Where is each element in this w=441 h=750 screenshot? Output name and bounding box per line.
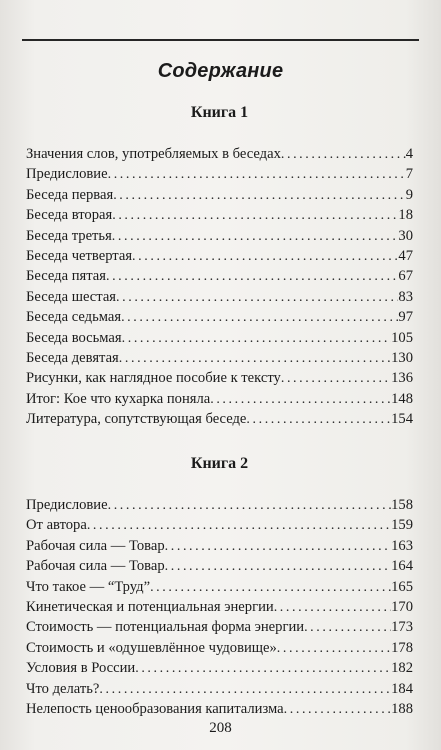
toc-entry-title: Стоимость и «одушевлённое чудовище» xyxy=(26,639,277,656)
toc-entry xyxy=(26,226,413,246)
toc-entry-title: Беседа вторая xyxy=(26,207,113,224)
toc-entry xyxy=(26,699,413,719)
book-2-entries xyxy=(26,495,413,719)
toc-entry xyxy=(26,515,413,535)
dot-leader xyxy=(116,288,398,307)
toc-entry-page: 18 xyxy=(398,207,413,224)
dot-leader xyxy=(108,165,406,184)
dot-leader xyxy=(304,618,391,637)
toc-entry xyxy=(26,638,413,658)
toc-entry xyxy=(26,307,413,327)
toc-entry-page: 4 xyxy=(405,146,413,162)
toc-entry-page: 173 xyxy=(391,619,413,636)
toc-entry-page: 159 xyxy=(391,517,413,534)
toc-entry-page: 130 xyxy=(391,349,413,366)
toc-entry-page: 9 xyxy=(405,186,413,203)
toc-entry xyxy=(26,617,413,637)
toc-entry-title: Рабочая сила — Товар xyxy=(26,558,165,575)
dot-leader xyxy=(274,598,391,617)
dot-leader xyxy=(122,329,391,348)
toc-entry xyxy=(26,679,413,699)
dot-leader xyxy=(87,516,391,535)
toc-entry xyxy=(26,658,413,678)
toc-entry-page: 170 xyxy=(391,598,413,615)
toc-entry-page: 164 xyxy=(391,558,413,575)
toc-entry-title: Беседа девятая xyxy=(26,349,119,366)
toc-entry xyxy=(26,368,413,388)
book-1-entries xyxy=(26,144,413,429)
toc-entry xyxy=(26,597,413,617)
toc-title: Содержание xyxy=(157,60,284,82)
dot-leader xyxy=(119,349,391,368)
toc-entry-page: 7 xyxy=(405,166,413,183)
dot-leader xyxy=(121,308,398,327)
toc-entry-title: Рабочая сила — Товар xyxy=(26,537,165,554)
dot-leader xyxy=(210,390,391,409)
toc-entry-page: 47 xyxy=(398,247,413,264)
toc-entry xyxy=(26,577,413,597)
toc-entry-title: Литература, сопутствующая беседе xyxy=(26,411,247,428)
toc-entry-title: Что делать? xyxy=(26,680,100,697)
dot-leader xyxy=(281,145,406,164)
toc-entry xyxy=(26,164,413,184)
book-2-heading: Книга 2 xyxy=(190,455,249,472)
toc-entry-page: 158 xyxy=(391,497,413,513)
toc-entry-title: Что такое — “Труд” xyxy=(26,578,151,595)
toc-entry-page: 188 xyxy=(391,700,413,717)
toc-entry xyxy=(26,536,413,556)
toc-entry xyxy=(26,409,413,429)
toc-entry-title: Беседа четвертая xyxy=(26,247,133,264)
toc-entry xyxy=(26,495,413,515)
toc-entry-title: Стоимость — потенциальная форма энергии xyxy=(26,619,305,636)
toc-entry-title: Условия в России xyxy=(26,660,136,677)
toc-entry xyxy=(26,144,413,164)
toc-entry-title: От автора xyxy=(26,517,87,534)
dot-leader xyxy=(281,369,391,388)
toc-entry xyxy=(26,328,413,348)
toc-entry-title: Предисловие xyxy=(26,166,108,183)
book-2-section xyxy=(26,454,413,719)
toc-entry-title: Кинетическая и потенциальная энергии xyxy=(26,598,274,615)
toc-entry xyxy=(26,389,413,409)
toc-entry-title: Беседа седьмая xyxy=(26,309,122,326)
toc-entry-page: 67 xyxy=(398,268,413,285)
toc-entry-page: 182 xyxy=(391,660,413,677)
toc-entry-page: 30 xyxy=(398,227,413,244)
dot-leader xyxy=(165,537,391,556)
page-number: 208 xyxy=(209,720,232,736)
dot-leader xyxy=(284,700,391,719)
toc-entry xyxy=(26,205,413,225)
dot-leader xyxy=(135,659,391,678)
toc-entry xyxy=(26,246,413,266)
toc-entry-title: Итог: Кое что кухарка поняла xyxy=(26,390,211,407)
toc-entry xyxy=(26,287,413,307)
toc-entry-title: Значения слов, употребляемых в беседах xyxy=(26,146,281,162)
toc-entry-page: 148 xyxy=(391,390,413,407)
toc-entry-title: Рисунки, как наглядное пособие к тексту xyxy=(26,370,281,387)
dot-leader xyxy=(277,639,391,658)
dot-leader xyxy=(113,186,406,205)
toc-entry xyxy=(26,185,413,205)
dot-leader xyxy=(99,680,391,699)
toc-entry-page: 105 xyxy=(391,329,413,346)
toc-entry-title: Беседа шестая xyxy=(26,288,117,305)
toc-entry-page: 163 xyxy=(391,537,413,554)
toc-entry-page: 136 xyxy=(391,370,413,387)
toc-entry-page: 178 xyxy=(391,639,413,656)
toc-entry-title: Беседа восьмая xyxy=(26,329,122,346)
book-1-heading: Книга 1 xyxy=(190,104,249,121)
book-1-section xyxy=(26,103,413,429)
toc-entry-title: Беседа пятая xyxy=(26,268,106,285)
dot-leader xyxy=(165,557,391,576)
toc-entry-title: Предисловие xyxy=(26,497,108,513)
toc-entry-title: Беседа первая xyxy=(26,186,114,203)
dot-leader xyxy=(112,227,399,246)
dot-leader xyxy=(150,578,391,597)
dot-leader xyxy=(108,496,392,515)
toc-entry xyxy=(26,266,413,286)
toc-entry xyxy=(26,348,413,368)
dot-leader xyxy=(132,247,398,266)
toc-entry-page: 83 xyxy=(398,288,413,305)
toc-entry-page: 165 xyxy=(391,578,413,595)
toc-entry-page: 154 xyxy=(391,411,413,428)
dot-leader xyxy=(106,267,398,286)
toc-entry-page: 184 xyxy=(391,680,413,697)
dot-leader xyxy=(112,206,398,225)
toc-entry-page: 97 xyxy=(398,309,413,326)
toc-entry-title: Нелепость ценообразования капитализма xyxy=(26,700,284,717)
toc-entry-title: Беседа третья xyxy=(26,227,112,244)
toc-entry xyxy=(26,556,413,576)
header-rule xyxy=(22,39,419,41)
dot-leader xyxy=(246,410,391,429)
